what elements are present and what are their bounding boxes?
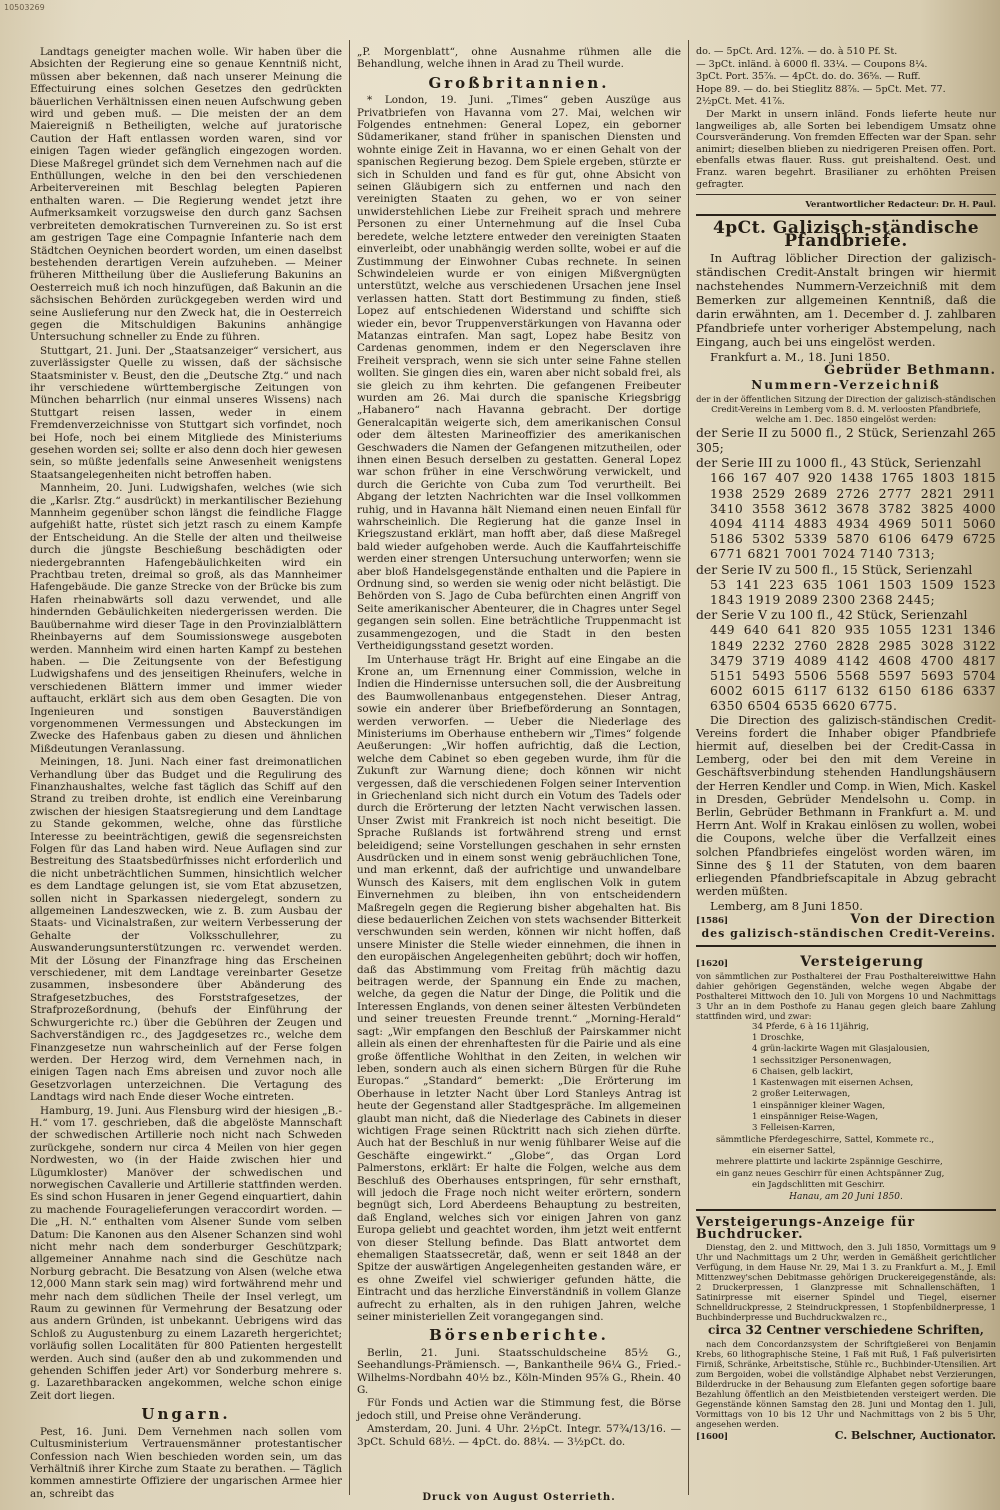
- article-mannheim: Mannheim, 20. Juni. Ludwigshafen, welches (wie sich die „Karlsr. Ztg.“ ausdrückt) in merkantilischer Beziehung Mannheim gegenüber schon längst die feindliche Flagge aufgehißt hatte, rüstet sich jetzt rasch zu einem Kampfe der Entscheidung. An die Stelle der alten und theilweise durch die jüngste Beschießung beschädigten oder niedergebrannten Hafengebäulichkeiten wird ein Prachtbau treten, dreimal so groß, als das Mannheimer Hafengebäude. Die ganze Strecke von der Brücke bis zum Hafen rheinabwärts soll dazu verwendet, und alle hindernden Gebäulichkeiten niedergerissen werden. Die Bauübernahme wird dieser Tage in den Provinzialblättern Rheinbayerns auf dem Soumissionswege ausgeboten werden. Mannheim wird einen harten Kampf zu bestehen haben. — Die Zeitungsente von der Befestigung Ludwigshafens und des jenseitigen Rheinufers, welche in verschiedenen Blättern immer und immer wieder auftaucht, erklärt sich aus dem oben Gesagten. Die von Ingenieuren und sonstigen Bauverständigen vorgenommenen Vermessungen und Absteckungen im Zwecke des Hafenbaus gaben zu diesen und ähnlichen Mißdeutungen Veranlassung.: [30, 482, 342, 755]
- ad-pfandbriefe-title: 4pCt. Galizisch-ständische Pfandbriefe.: [712, 218, 980, 251]
- editor-line: Verantwortlicher Redacteur: Dr. H. Paul.: [805, 199, 996, 210]
- column-rule: [688, 40, 689, 1495]
- column-rule: [349, 40, 350, 1495]
- signature: Von der Direction: [850, 912, 996, 928]
- divider: [696, 1209, 996, 1211]
- market-quotes: [696, 46, 996, 190]
- list-item: mehrere plattirte und lackirte 2spännige Geschirre,: [716, 1157, 943, 1168]
- market-report: Der Markt in unsern inländ. Fonds lieferte heute nur langweiliges ab, alle Sorten bei lebendigem Umsatz ohne Coursveränderung. Von fremden Effecten war der Span. sehr animirt; dieselben blieben zu niedrigeren Preisen offen. Port. ebenfalls etwas flauer. Russ. gut preishaltend. Oest. und Franz. waren begehrt. Brasilianer zu erhöhten Preisen gefragter.: [696, 108, 996, 190]
- ad-pfandbriefe-signature: [696, 914, 996, 927]
- ad-code: [1600]: [696, 1431, 729, 1442]
- list-item: 1 Droschke,: [752, 1032, 805, 1043]
- list-item: sämmtliche Pferdegeschirre, Sattel, Kommete rc.,: [716, 1134, 935, 1145]
- ad-versteigerung-header: [696, 952, 996, 970]
- series-label: der Serie IV zu 500 fl., 15 Stück, Serienzahl: [696, 561, 973, 577]
- ad-pfandbriefe-date: Lemberg, am 8 Juni 1850.: [710, 899, 863, 914]
- article-stuttgart: Stuttgart, 21. Juni. Der „Staatsanzeiger“ versichert, aus zuverlässigster Quelle zu wissen, daß der sächsische Staatsminister v. Beust, den die „Deutsche Ztg.“ und nach ihr verschiedene württembergische Zeitungen von München beharrlich (nur einmal unseres Wissens) nach Stuttgart reisen lassen, weder in einem Fremdenverzeichnisse von Stuttgart sich vorfindet, noch bei Hofe, noch bei einem Mitgliede des Ministeriums gesehen worden sei; sollte er also denn doch hier gewesen sein, so müßte jedenfalls seine Anwesenheit wenigstens Staatsangelegenheiten nicht betroffen haben.: [30, 344, 342, 481]
- list-item: 1 sechssitziger Personenwagen,: [752, 1055, 892, 1066]
- article-london: * London, 19. Juni. „Times“ geben Auszüge aus Privatbriefen von Havanna vom 27. Mai, welchen wir Folgendes entnehmen: General Lopez, ein geborner Südamerikaner, stand früher in spanischen Diensten und wohnte einige Zeit in Havanna, wo er einen Gehalt von der spanischen Regierung bezog. Dem Spiele ergeben, stürzte er sich in Schulden und fand es für gut, ohne Absicht von seinen Gläubigern sich zu entfernen und nach den vereinigten Staaten zu gehen, wo er von seiner unwiderstehlichen Liebe zur Freiheit sprach und mehrere Personen zu einer Unternehmung auf die Insel Cuba beredete, welche letztere entweder den vereinigten Staaten einverleibt, oder unabhängig werden sollte, wobei er auf die Zustimmung der Einwohner Cubas rechnete. In seinen Schwindeleien wurde er von einigen Mißvergnügten unterstützt, welche aus verschiedenen Ursachen jene Insel verlassen hatten. Statt dort Bestimmung zu finden, stieß Lopez auf entschiedenen Widerstand und schiffte sich wieder ein, bevor Truppenverstärkungen von Havanna oder Matanzas eintrafen. Man sagt, Lopez habe Besitz von Cardenas genommen, indem er den Negersclaven ihre Freiheit versprach, wenn sie sich unter seine Fahne stellen wollten. Sie gingen dies ein, waren aber nicht sobald frei, als sie gleich zu ihm kehrten. Die gefangenen Freibeuter wurden am 26. Mai durch die spanische Kriegsbrigg „Habanero“ nach Havanna gebracht. Der dortige Generalcapitän weigerte sich, dem amerikanischen Consul oder dem ältesten Marineoffizier des amerikanischen Geschwaders die Namen der Gefangenen mitzutheilen, oder ihnen einen Besuch derselben zu gestatten. General Lopez war schon früher in eine Verschwörung verwickelt, und durch die Gerichte von Cuba zum Tod verurtheilt. Bei Abgang der letzten Nachrichten war die Insel vollkommen ruhig, und in Havanna hält Niemand einen neuen Einfall für wahrscheinlich. Die Regierung hat die ganze Insel in Kriegszustand erklärt, man hofft aber, daß diese Maßregel bald wieder aufgehoben werde. Auch die Kauffahrteischiffe werden einer strengen Untersuchung unterworfen; wenn sie aber bloß Handelsgegenstände enthalten und die Papiere in Ordnung sind, so werden sie wenig oder nicht belästigt. Die Behörden von S. Jago de Cuba befürchten einen Angriff von Seite amerikanischer Abenteurer, die in Chagres unter Segel gegangen sein sollen. Eine beträchtliche Truppenmacht ist zusammengezogen, und die Stadt in den besten Vertheidigungsstand gesetzt worden.: [357, 94, 681, 653]
- list-item: 1 einspänniger kleiner Wagen,: [752, 1100, 886, 1111]
- column-3: [696, 46, 996, 1491]
- quote-line: Hope 89. — do. bei Stieglitz 88⅞. — 5pCt. Met. 77.: [696, 83, 946, 95]
- list-item: ein eiserner Sattel,: [752, 1145, 836, 1156]
- ad-versteigerung-title: Versteigerung: [800, 954, 924, 971]
- list-intro: der in der öffentlichen Sitzung der Direction der galizisch-ständischen Credit-Vereins in Lemberg vom 8. d. M. verloosten Pfandbriefe, welche am 1. Dec. 1850 eingelöst werden:: [696, 393, 996, 424]
- ad-pfandbriefe-place: Frankfurt a. M., 18. Juni 1850.: [710, 349, 891, 364]
- column-1: [30, 46, 342, 1500]
- section-title-ungarn: Ungarn.: [141, 1405, 231, 1424]
- list-item: 4 grün-lackirte Wagen mit Glasjalousien,: [752, 1044, 930, 1055]
- series-4: [696, 562, 996, 608]
- ad-buchdrucker-emphasis: circa 32 Centner verschiedene Schriften,: [708, 1323, 984, 1338]
- divider: [696, 194, 996, 195]
- list-item: ein Jagdschlitten mit Geschirr.: [752, 1179, 885, 1190]
- quote-line: 3pCt. Port. 35⅞. — 4pCt. do. do. 36⅝. — Ruff.: [696, 71, 921, 83]
- ad-pfandbriefe-firm: Gebrüder Bethmann.: [824, 362, 996, 378]
- series-label: der Serie III zu 1000 fl., 43 Stück, Serienzahl: [696, 455, 982, 471]
- article-hamburg: Hamburg, 19. Juni. Aus Flensburg wird der hiesigen „B.-H.“ vom 17. geschrieben, daß die abgelöste Mannschaft der schwedischen Artillerie noch nicht nach Schweden zurückgehe, sondern nur circa 4 Meilen von hier gegen Nordwesten, wo (in der Haide zwischen hier und Lügumkloster) Manöver der schwedischen und norwegischen Cavallerie und Artillerie stattfinden werden. Es sind schon Husaren in jener Gegend einquartiert, dahin zu machende Fouragelieferungen veraccordirt worden. — Die „H. N.“ enthalten vom Alsener Sunde vom selben Datum: Die Kanonen aus den Alsener Schanzen sind wohl nicht mehr nach dem sonderburger Geschützpark; allgemeiner Annahme nach sind die Geschütze nach Norburg gebracht. Die Besatzung von Alsen (welche etwa 12,000 Mann stark sein mag) wird fortwährend mehr und mehr nach dem südlichen Theile der Insel verlegt, um Raum zu gewinnen für Vermehrung der Besatzung oder aus andern Gründen, ist unbekannt. Uebrigens wird das Schloß zu Augustenburg zu einem Lazareth hergerichtet; vorläufig sollen Localitäten für 800 Patienten hergestellt werden. Auch sind (außer den ab und zukommenden und gehenden Schiffen jeder Art) vor Sonderburg mehrere s. g. Lazarethbaracken angekommen, welche schon einige Zeit dort liegen.: [30, 1104, 342, 1402]
- ad-buchdrucker-text: Dienstag, den 2. und Mittwoch, den 3. Juli 1850, Vormittags um 9 Uhr und Nachmittags um 2 Uhr, werden in Gemäßheit gerichtlicher Verfügung, in dem Hause Nr. 29, Mai 1 3. zu Frankfurt a. M., J. Emil Mittenzwey'schen Debitmasse gehörigen Druckereigegenstände, als: 2 Druckerpressen, 1 Glanzpresse mit Schnallenschäften, 1 Satinirpresse mit eiserner Spindel und Tiegel, eiserner Schnelldruckpresse, 2 Steindruckpressen, 1 Stopfenbildnerpresse, 1 Buchbinderpresse und Buchdruckwalzen rc.,: [696, 1242, 996, 1323]
- series-numbers: 449 640 641 820 935 1055 1231 1346 1849 2232 2760 2828 2985 3028 3122 3479 3719 4089 4142 4608 4700 4817 5151 5493 5506 5568 5597 5693 5704 6002 6015 6117 6132 6150 6186 6337 6350 6504 6535 6620 6775.: [710, 622, 996, 714]
- series-label: der Serie V zu 100 fl., 42 Stück, Serienzahl: [696, 607, 968, 623]
- series-5: [696, 607, 996, 713]
- ad-versteigerung-items: [696, 1022, 996, 1190]
- ad-code: [1620]: [696, 959, 729, 970]
- list-item: ein ganz neues Geschirr für einen Achtspänner Zug,: [716, 1168, 945, 1179]
- article-pest: Pest, 16. Juni. Dem Vernehmen nach sollen vom Cultusministerium Vertrauensmänner protestantischer Confession nach Wien beschieden worden sein, um das Verhältniß ihrer Kirche zum Staate zu berathen. — Täglich kommen amnestirte Offiziere der ungarischen Armee hier an, schreibt das: [30, 1425, 342, 1500]
- ad-code: [1586]: [696, 916, 729, 927]
- ad-pfandbriefe-text: In Auftrag löblicher Direction der galizisch-ständischen Credit-Anstalt bringen wir hiermit nachstehendes Nummern-Verzeichniß mit dem Bemerken zur allgemeinen Kenntniß, daß die darin erwähnten, am 1. December d. J. zahlbaren Pfandbriefe unter vorheriger Abstempelung, nach Eingang, auch bei uns eingelöst werden.: [696, 250, 996, 349]
- series-2: [696, 425, 996, 455]
- list-item: 34 Pferde, 6 à 16 11jährig,: [752, 1021, 869, 1032]
- divider: [696, 214, 996, 216]
- article-paragraph: Landtags geneigter machen wolle. Wir haben über die Absichten der Regierung eine so genaue Kenntniß nicht, müssen aber bekennen, daß nach unserer Meinung die Effectuirung eines solchen Gesetzes den gedrückten bäuerlichen Verhältnissen einen neuen Aufschwung geben wird und geben muß. — Die meisten der an dem Maiereigniß n Betheiligten, welche auf juratorische Caution der Haft entlassen worden waren, sind vor einigen Tagen wieder gefänglich eingezogen worden. Diese Maßregel gründet sich dem Vernehmen nach auf die Enthüllungen, welche in den bei den verschiedenen Arbeitervereinen mit Beschlag belegten Papieren enthalten waren. — Die Regierung wendet jetzt ihre Aufmerksamkeit vorzugsweise den durch ganz Sachsen verbreiteten demokratischen Turnvereinen zu. So ist erst am gestrigen Tage eine Compagnie Infanterie nach dem Städtchen Oeynichen beordert worden, um einen daselbst bestehenden derartigen Verein aufzuheben. — Meiner früheren Mittheilung über die Auslieferung Bakunins an Oesterreich muß ich noch hinzufügen, daß Bakunin an die sächsischen Behörden zurückgegeben werden wird und seine Auslieferung nur den Zweck hat, die in Oesterreich gegen die Mitschuldigen Bakunins anhängige Untersuchung schneller zu Ende zu führen.: [30, 46, 342, 344]
- list-item: 1 Kastenwagen mit eisernen Achsen,: [752, 1078, 914, 1089]
- article-unterhaus: Im Unterhause trägt Hr. Bright auf eine Eingabe an die Krone an, um Ernennung einer Commission, welche in Indien die Hindernisse untersuchen soll, die der Ausbreitung des Baumwollenanbaus entgegenstehen. Dieser Antrag, sowie ein anderer über Briefbeförderung an Sonntagen, werden verworfen. — Ueber die Niederlage des Ministeriums im Oberhause enthebern wir „Times“ folgende Aeußerungen: „Wir hoffen aufrichtig, daß die Lection, welche dem Cabinet so eben gegeben wurde, ihm für die Zukunft zur Warnung diene; doch können wir nicht vergessen, daß die verschiedenen Folgen seiner Intervention in Griechenland sich nicht durch ein Votum des Tadels oder durch die Erörterung der letzten Nacht verwischen lassen. Unser Zwist mit Frankreich ist noch nicht beseitigt. Die Sprache Rußlands ist fortwährend streng und ernst beleidigend; seine Vorstellungen geschahen in sehr ernsten Ausdrücken und in einem sonst wenig gebräuchlichen Tone, und man erkennt, daß der aufrichtige und unwandelbare Wunsch des Kaisers, mit dem englischen Volk in gutem Einvernehmen zu bleiben, ihn von entscheidendern Maßregeln gegen die Regierung bisher abgehalten hat. Bis diese bedauerlichen Zeichen von stets wachsender Bitterkeit verschwunden sein werden, können wir nicht hoffen, daß unsere Minister die Stelle wieder einnehmen, die ihnen in den europäischen Angelegenheiten gebührt; doch wir hoffen, daß das Abstimmung vom Freitag früh mächtig dazu beitragen werde, der Spannung ein Ende zu machen, welche, da gegen die Natur der Dinge, die Politik und die Interessen Englands, von denen seiner ältesten Verbündeten und seiner treuesten Freunde trennt.“ „Morning-Herald“ sagt: „Wir empfangen den Beschluß der Pairskammer nicht allein als einen der ehrenhaftesten für die Pairie und als eine große öffentliche Wohlthat in den Zeiten, in welchen wir leben, sondern auch als einen sichern Bürgen für die Ruhe Europas.“ „Standard“ bemerkt: „Die Erörterung im Oberhause in letzter Nacht über Lord Stanleys Antrag ist heute der Gegenstand aller Stadtgespräche. Im allgemeinen glaubt man nicht, daß die Niederlage des Cabinets in dieser wichtigen Frage seinen Rücktritt nach sich ziehen dürfte. Auch hat der Beschluß in nur wenig fühlbarer Weise auf die Geschäfte eingewirkt.“ „Globe“, das Organ Lord Palmerstons, erklärt: Er halte die Folgen, welche aus dem Beschluß des Oberhauses entspringen, für sehr ernsthaft, will jedoch die Frage noch nicht weiter erörtern, sondern begnügt sich, Lord Aberdeens Behauptung zu bestreiten, daß England, welches sich vor einigen Jahren von ganz Europa geliebt und geachtet worden, ihm jetzt weit entfernt von dieser Stellung befinde. Das Blatt antwortet dem ehemaligen Staatssecretär, daß, wenn er seit 1848 an der Spitze der auswärtigen Angelegenheiten gestanden wäre, er es ohne Zweifel viel schwieriger gefunden hätte, die Eintracht und das herzliche Einverständniß in vollem Glanze aufrecht zu erhalten, als in den ruhigen Jahren, welche seiner ministeriellen Zeit vorangegangen sind.: [357, 653, 681, 1324]
- boerse-note: Für Fonds und Actien war die Stimmung fest, die Börse jedoch still, und Preise ohne Veränderung.: [357, 1397, 681, 1422]
- boerse-amsterdam: Amsterdam, 20. Juni. 4 Uhr. 2½pCt. Integr. 57¾/13/16. — 3pCt. Schuld 68½. — 4pCt. do. 88¼. — 3½pCt. do.: [357, 1423, 681, 1448]
- signature-line-2: des galizisch-ständischen Credit-Vereins.: [701, 926, 996, 940]
- series-3: [696, 455, 996, 561]
- section-title-grossbritannien: Großbritannien.: [428, 73, 610, 92]
- article-continuation: „P. Morgenblatt“, ohne Ausnahme rühmen alle die Behandlung, welche ihnen in Arad zu Theil wurde.: [357, 46, 681, 71]
- signature: C. Belschner, Auctionator.: [834, 1428, 996, 1442]
- list-item: 2 großer Leiterwagen,: [752, 1089, 851, 1100]
- column-2: [357, 46, 681, 1491]
- quote-line: do. — 5pCt. Ard. 12⅞. — do. à 510 Pf. St.: [696, 46, 898, 57]
- quote-line: 2½pCt. Met. 41⅞.: [696, 96, 785, 108]
- scan-id: 10503269: [4, 3, 45, 12]
- list-item: 6 Chaisen, gelb lackirt,: [752, 1066, 854, 1077]
- list-title: Nummern-Verzeichniß: [751, 378, 941, 393]
- series-label: der Serie II zu 5000 fl., 2 Stück, Serienzahl 265 305;: [696, 424, 996, 455]
- ad-versteigerung-date: Hanau, am 20 Juni 1850.: [789, 1192, 903, 1203]
- boerse-berlin: Berlin, 21. Juni. Staatsschuldscheine 85½ G., Seehandlungs-Prämiensch. —, Bankantheile 96¼ G., Fried.-Wilhelms-Nordbahn 40½ bz., Köln-Minden 95⅞ G., Rhein. 40 G.: [357, 1346, 681, 1397]
- list-item: 1 einspänniger Reise-Wagen,: [752, 1112, 879, 1123]
- quote-line: — 3pCt. inländ. à 6000 fl. 33¼. — Coupons 8¼.: [696, 58, 928, 70]
- series-numbers: 166 167 407 920 1438 1765 1803 1815 1938 2529 2689 2726 2777 2821 2911 3410 3558 3612 3678 3782 3825 4000 4094 4114 4883 4934 4969 5011 5060 5186 5302 5339 5870 6106 6479 6725 6771 6821 7001 7024 7140 7313;: [710, 470, 996, 562]
- ad-buchdrucker-signature: [696, 1430, 996, 1443]
- ad-buchdrucker-title: Versteigerungs-Anzeige für Buchdrucker.: [696, 1213, 916, 1241]
- section-title-boerse: Börsenberichte.: [429, 1326, 609, 1345]
- divider: [696, 945, 996, 947]
- ad-versteigerung-intro: von sämmtlichen zur Posthalterei der Frau Posthaltereiwittwe Hahn dahier gehörigen Gegenständen, welche wegen Abgabe der Posthalterei Mittwoch den 10. Juli von Morgens 10 und Nachmittags 3 Uhr an in dem Posthofe zu Hanau gegen gleich baare Zahlung stattfinden wird, und zwar:: [696, 970, 996, 1021]
- list-item: 3 Felleisen-Karren,: [752, 1123, 836, 1134]
- printer-imprint: Druck von August Osterrieth.: [422, 1492, 616, 1503]
- ad-pfandbriefe-closing: Die Direction des galizisch-ständischen Credit-Vereins fordert die Inhaber obiger Pfandbriefe hiermit auf, dieselben bei der Credit-Cassa in Lemberg, oder bei den mit dem Vereine in Geschäftsverbindung stehenden Handlungshäusern der Herren Kendler und Comp. in Wien, Mich. Kaskel in Dresden, Gebrüder Mendelsohn u. Comp. in Berlin, Gebrüder Bethmann in Frankfurt a. M. und Herrn Ant. Wolf in Krakau einlösen zu wollen, wobei die Coupons, welche über die Verfallzeit eines solchen Pfandbriefes eingelöst worden wären, im Sinne des § 11 der Statuten, von dem baaren erliegenden Pfandbriefscapitale in Abzug gebracht werden müßten.: [696, 713, 996, 899]
- series-numbers: 53 141 223 635 1061 1503 1509 1523 1843 1919 2089 2300 2368 2445;: [710, 576, 996, 607]
- ad-buchdrucker-text-2: nach dem Concordanzsystem der Schriftgießerei von Benjamin Krebs, 60 lithographische Steine, 1 Faß mit Ruß, 1 Faß pulverisirten Firniß, Schränke, Arbeitstische, Stühle rc., Buchbinder-Utensilien. Art zum Bergoiden, wobei die vollständige Alphabet nebst Verzierungen, Bilderdrucke in der Behausung zum Elefanten gegen sofortige baare Bezahlung öffentlich an den Meistbietenden versteigert werden. Die Gegenstände können Samstag den 28. Juni und Montag den 1. Juli, Vormittags von 10 bis 12 Uhr und Nachmittags von 2 bis 5 Uhr, angesehen werden.: [696, 1338, 996, 1429]
- article-meiningen: Meiningen, 18. Juni. Nach einer fast dreimonatlichen Verhandlung über das Budget und die Regulirung des Finanzhaushaltes, welche fast täglich das Schiff auf den Strand zu treiben drohte, ist endlich eine Vereinbarung zwischen der hiesigen Staatsregierung und dem Landtage zu Stande gekommen, welche, ohne das fürstliche Interesse zu beeinträchtigen, gewiß die segensreichsten Folgen für das Land haben wird. Neue Auflagen sind zur Bestreitung des Staatsbedürfnisses nicht erforderlich und die nicht unbeträchtlichen Summen, hinsichtlich welcher es dem Landtage gelungen ist, sie vom Etat abzusetzen, sollen nicht in Sparkassen niedergelegt, sondern zu allgemeinen Landeszwecken, wie z. B. zum Ausbau der Staats- und Vicinalstraßen, zur weitern Verbesserung der Gehalte der Volksschullehrer, zu Auswanderungsunterstützungen rc. verwendet werden. Mit der Lösung der Finanzfrage hing das Erscheinen verschiedener, mit dem Landtage vereinbarter Gesetze zusammen, insbesondere über Abänderung des Strafgesetzbuches, des Forststrafgesetzes, der Strafprozeßordnung, (behufs der Einführung der Schwurgerichte rc.) über die Gebühren der Zeugen und Sachverständigen rc., des Jagdgesetzes rc., welche dem Finanzgesetze nun wahrscheinlich auf der Ferse folgen werden. Der Herzog wird, dem Vernehmen nach, in einigen Tagen nach Ems abreisen und zuvor noch alle Gesetzvorlagen unterzeichnen. Die Vertagung des Landtags wird nach Ende dieser Woche eintreten.: [30, 756, 342, 1104]
